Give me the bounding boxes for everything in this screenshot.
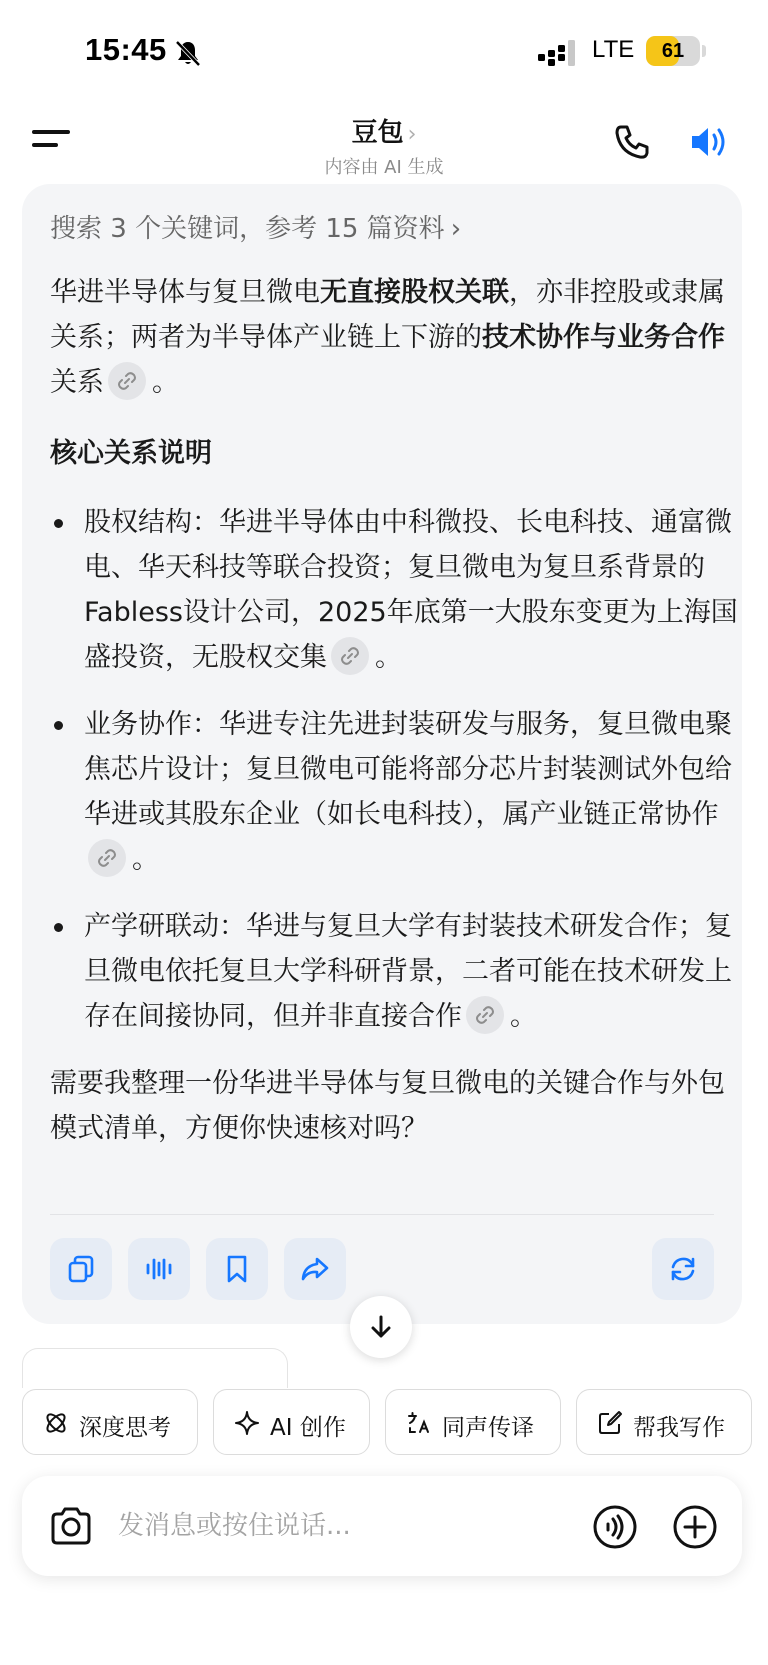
- relation-list: [50, 500, 740, 1039]
- bell-muted-icon: [173, 38, 203, 68]
- voice-wave-icon: [143, 1253, 175, 1285]
- assistant-message-card: [22, 184, 742, 1324]
- writing-label: 帮我写作: [633, 1415, 725, 1441]
- battery-percent: 61: [661, 40, 685, 62]
- list-item: [50, 904, 740, 1039]
- chevron-right-icon: ›: [450, 214, 462, 244]
- search-summary-text: 搜索 3 个关键词，参考 15 篇资料: [50, 214, 445, 244]
- plus-icon[interactable]: [672, 1504, 718, 1550]
- deep-think-chip[interactable]: [22, 1389, 198, 1455]
- title-chevron-icon: ›: [407, 122, 417, 147]
- camera-icon[interactable]: [48, 1504, 94, 1548]
- suggestion-card-partial[interactable]: [22, 1348, 288, 1388]
- intro-bold-1: 无直接股权关联: [320, 277, 509, 308]
- regenerate-button[interactable]: [652, 1238, 714, 1300]
- source-link-icon[interactable]: [108, 362, 146, 400]
- arrow-down-icon: [367, 1313, 395, 1341]
- signal-icon: [538, 40, 578, 66]
- page-title: 豆包: [351, 118, 404, 148]
- intro-end: 。: [152, 367, 179, 398]
- list-item-end: 。: [375, 642, 402, 673]
- share-icon: [299, 1253, 331, 1285]
- scroll-to-bottom-button[interactable]: [350, 1296, 412, 1358]
- interpretation-label: 同声传译: [442, 1415, 534, 1441]
- list-item-end: 。: [510, 1001, 537, 1032]
- closing-question: 需要我整理一份华进半导体与复旦微电的关键合作与外包模式清单，方便你快速核对吗？: [50, 1068, 725, 1144]
- intro-text-1: 华进半导体与复旦微电: [50, 277, 320, 308]
- bookmark-button[interactable]: [206, 1238, 268, 1300]
- ai-create-label: AI 创作: [270, 1415, 346, 1441]
- intro-paragraph: [50, 270, 740, 405]
- ai-create-chip[interactable]: [213, 1389, 370, 1455]
- message-content: [50, 270, 740, 1151]
- search-summary-link[interactable]: [50, 208, 461, 245]
- list-item: [50, 500, 740, 680]
- list-item-text: 业务协作：华进专注先进封装研发与服务，复旦微电聚焦芯片设计；复旦微电可能将部分芯片封装测试外包给华进或其股东企业（如长电科技），属产业链正常协作: [84, 709, 732, 830]
- share-button[interactable]: [284, 1238, 346, 1300]
- writing-chip[interactable]: [576, 1389, 752, 1455]
- section-title: 核心关系说明: [50, 438, 212, 469]
- status-bar: [0, 0, 768, 100]
- intro-text-2: ，亦非控股或隶属关系；两者为半导体产业链上下游的: [50, 277, 725, 353]
- status-time: 15:45: [85, 32, 167, 67]
- bookmark-icon: [221, 1253, 253, 1285]
- ai-generated-note: 内容由 AI 生成: [324, 157, 444, 178]
- message-input[interactable]: [118, 1506, 538, 1546]
- chat-header: [0, 100, 768, 180]
- list-item-end: 。: [132, 844, 159, 875]
- refresh-icon: [667, 1253, 699, 1285]
- source-link-icon[interactable]: [331, 637, 369, 675]
- list-item-text: 股权结构：华进半导体由中科微投、长电科技、通富微电、华天科技等联合投资；复旦微电为复旦系背景的Fabless设计公司，2025年底第一大股东变更为上海国盛投资，无股权交集: [84, 507, 738, 673]
- battery-indicator: [646, 36, 700, 66]
- network-type: LTE: [592, 36, 635, 63]
- list-item-text: 产学研联动：华进与复旦大学有封装技术研发合作；复旦微电依托复旦大学科研背景，二者可能在技术研发上存在间接协同，但并非直接合作: [84, 911, 732, 1032]
- phone-call-button[interactable]: [612, 122, 652, 162]
- list-item: [50, 702, 740, 882]
- copy-icon: [65, 1253, 97, 1285]
- edit-icon: [597, 1410, 623, 1436]
- intro-bold-2: 技术协作与业务合作: [482, 322, 725, 353]
- source-link-icon[interactable]: [88, 839, 126, 877]
- message-actions: [50, 1238, 714, 1302]
- atom-icon: [43, 1410, 69, 1436]
- battery-tip: [702, 45, 706, 57]
- source-link-icon[interactable]: [466, 996, 504, 1034]
- message-input-bar: [22, 1476, 742, 1576]
- deep-think-label: 深度思考: [79, 1415, 171, 1441]
- voice-input-icon[interactable]: [592, 1504, 638, 1550]
- header-title-area[interactable]: [0, 112, 768, 179]
- speaker-icon[interactable]: [688, 122, 732, 162]
- intro-text-3: 关系: [50, 367, 104, 398]
- copy-button[interactable]: [50, 1238, 112, 1300]
- sparkle-icon: [234, 1410, 260, 1436]
- read-aloud-button[interactable]: [128, 1238, 190, 1300]
- interpretation-chip[interactable]: [385, 1389, 561, 1455]
- divider: [50, 1214, 714, 1215]
- translate-icon: [406, 1410, 432, 1436]
